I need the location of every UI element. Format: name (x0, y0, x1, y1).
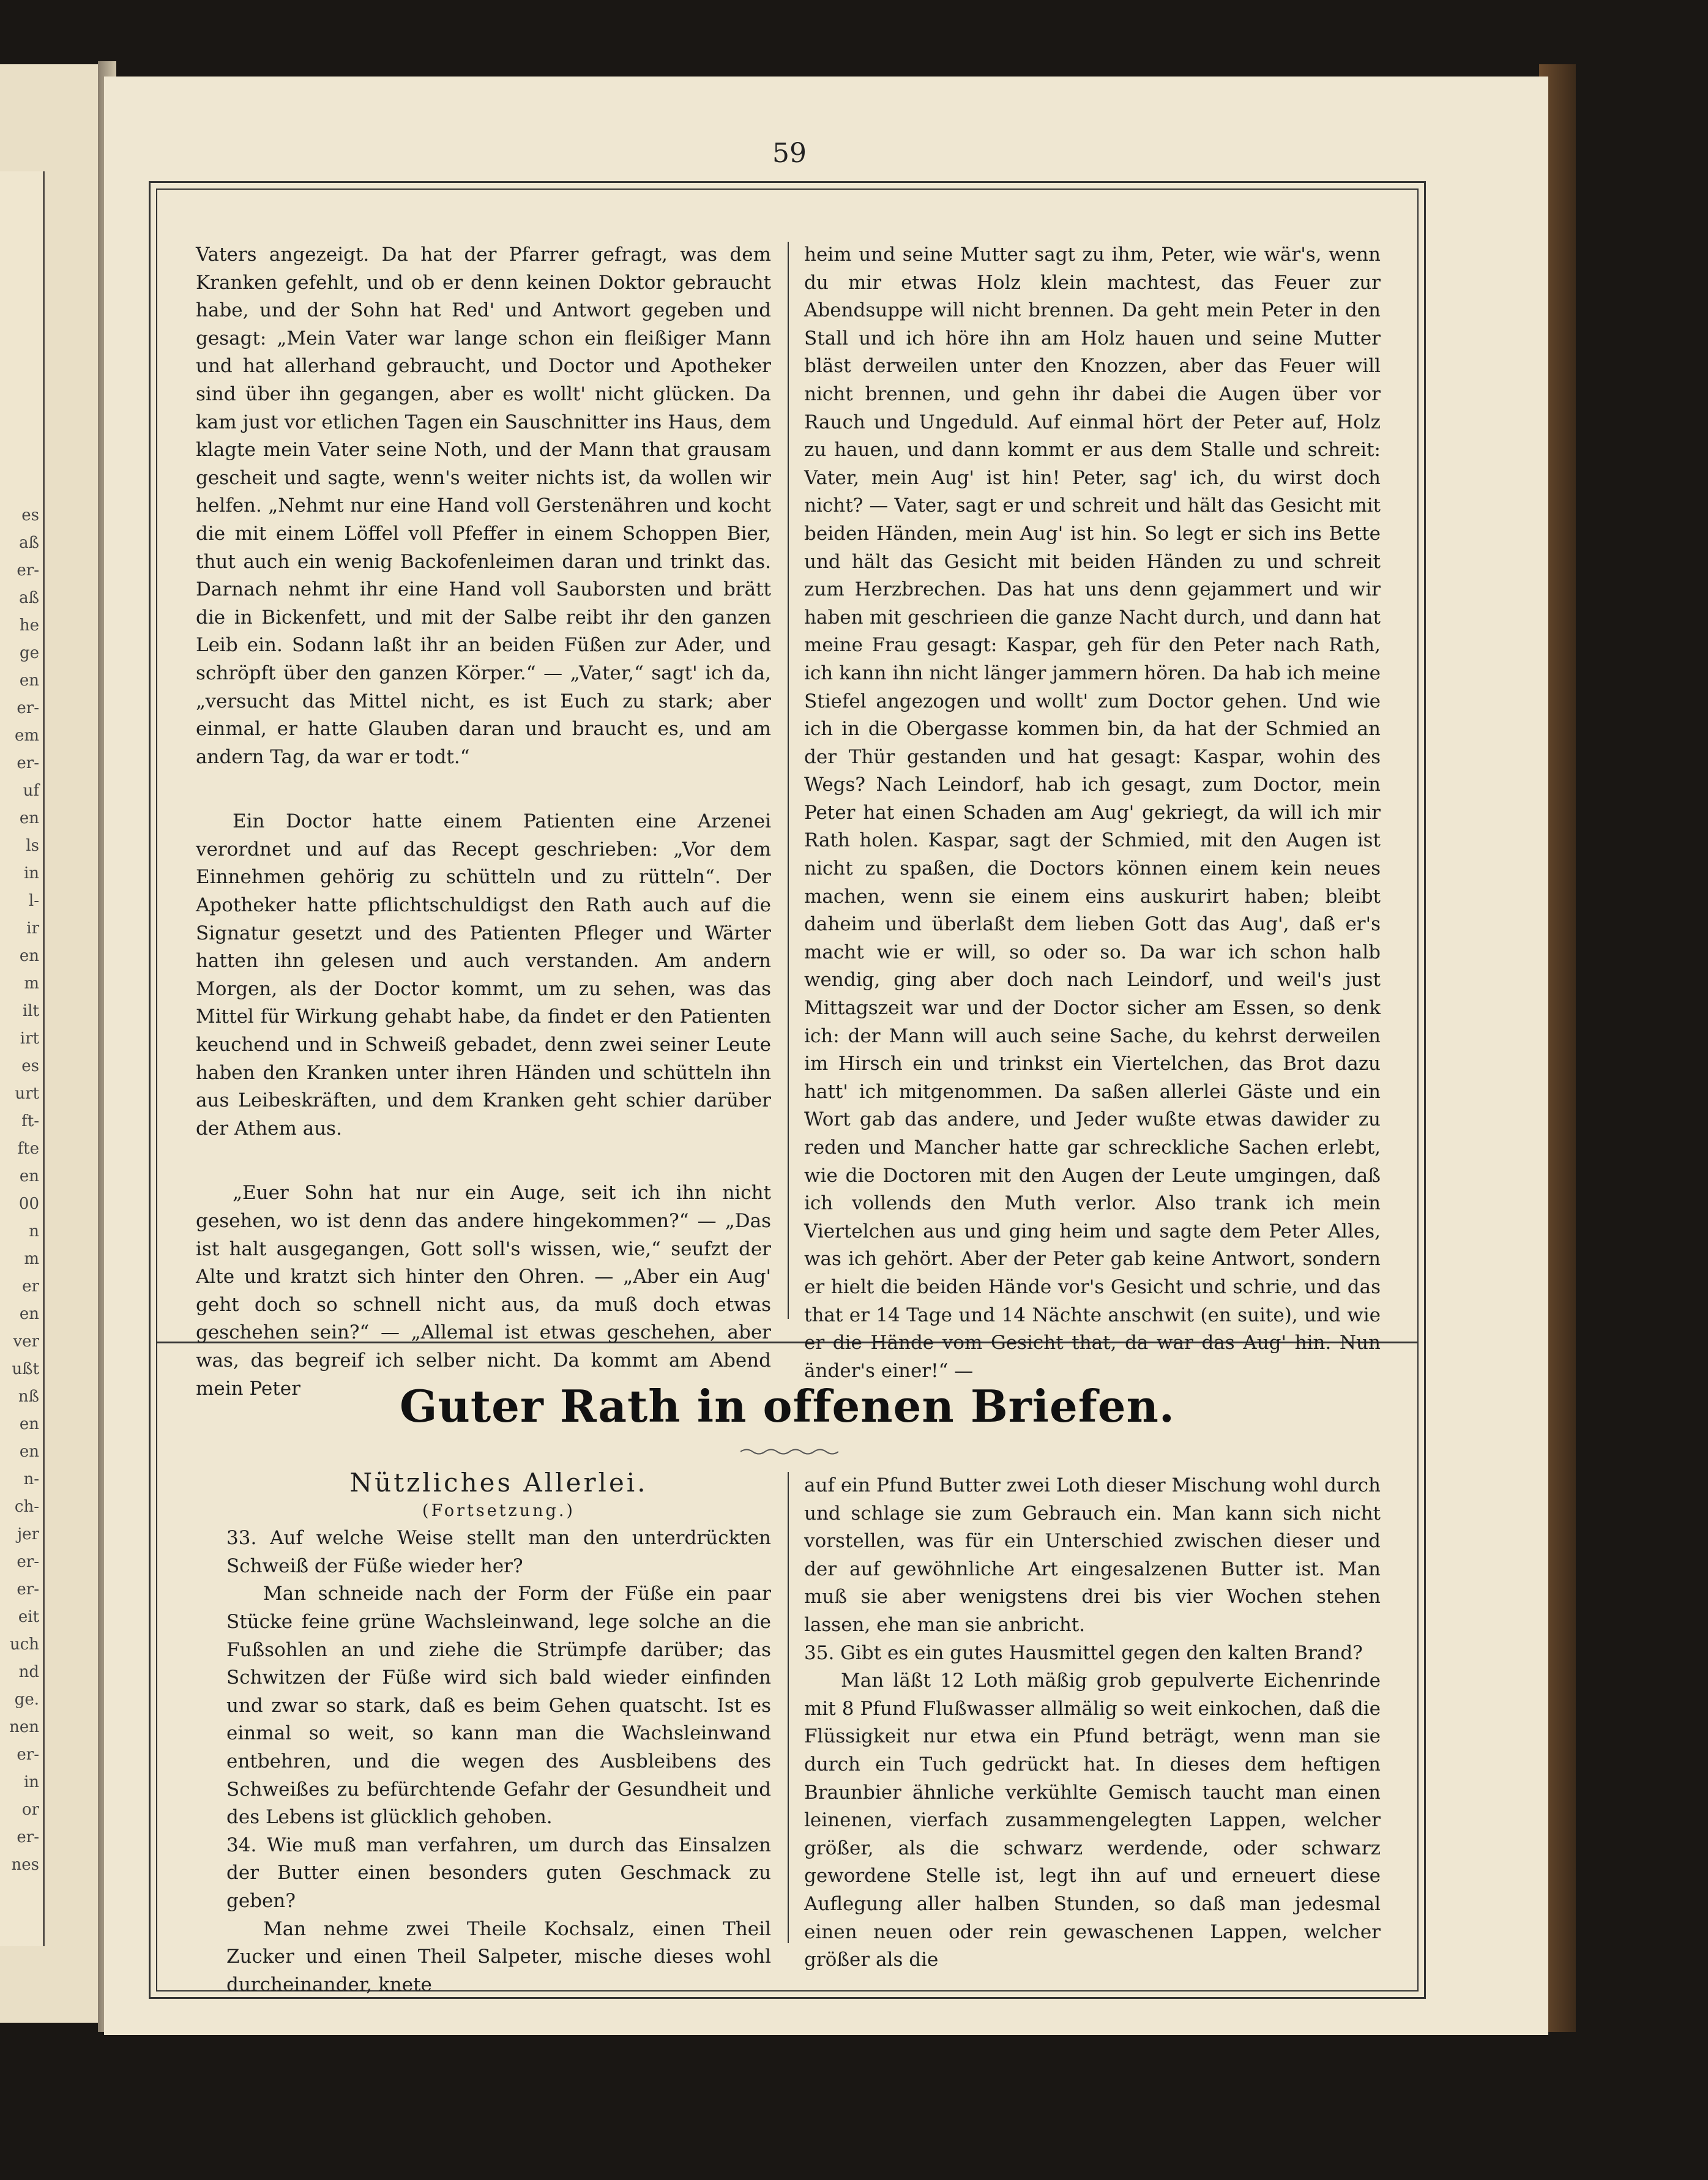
ornament-rule (740, 1447, 838, 1456)
question: 33. Auf welche Weise stellt man den unterdrückten Schweiß der Füße wieder her? (226, 1527, 771, 1577)
margin-fragment: jer (17, 1525, 39, 1544)
margin-fragment: m (24, 1250, 39, 1268)
story-right-column (804, 241, 1381, 1385)
margin-fragment: he (19, 616, 39, 635)
margin-fragment: em (14, 726, 39, 745)
margin-fragment: er- (17, 561, 39, 580)
margin-fragment: er- (17, 1745, 39, 1764)
margin-fragment: er (22, 1277, 39, 1296)
margin-fragment: ilt (22, 1002, 39, 1020)
margin-fragment: en (19, 1415, 39, 1433)
continuation-note: (Fortsetzung.) (422, 1501, 575, 1520)
margin-fragment: aß (19, 589, 39, 607)
section-left-column (226, 1469, 771, 1999)
column-divider-top (788, 242, 789, 1319)
margin-fragment: ls (26, 837, 39, 855)
story-paragraph: heim und seine Mutter sagt zu ihm, Peter, wie wär's, wenn du mir etwas Holz klein machtest, das Feuer zur Abendsuppe will nicht brennen. Da geht mein Peter in den Stall und ich höre ihn am Holz hauen und seine Mutter bläst derweilen unter den Knozzen, aber das Feuer will nicht brennen, und gehn ihr dabei die Augen über vor Rauch und Ungeduld. Auf einmal hört der Peter auf, Holz zu hauen, und dann kommt er aus dem Stalle und schreit: Vater, mein Aug' ist hin! Peter, sag' ich, du wirst doch nicht? — Vater, sagt er und schreit und hält das Gesicht mit beiden Händen, mein Aug' ist hin. So legt er sich ins Bette und hält das Gesicht mit beiden Händen zu und schreit zum Herzbrechen. Das hat uns denn gejammert und wir haben mit geschrieen die ganze Nacht durch, und dann hat meine Frau gesagt: Kaspar, geh für den Peter nach Rath, ich kann ihn nicht länger jammern hören. Da hab ich meine Stiefel angezogen und wollt' zum Doctor gehen. Und wie ich in die Obergasse kommen bin, da hat der Schmied an der Thür gestanden und hat gesagt: Kaspar, wohin des Wegs? Nach Leindorf, hab ich gesagt, zum Doctor, mein Peter hat einen Schaden am Aug' gekriegt, da will ich mir Rath holen. Kaspar, sagt der Schmied, mit den Augen ist nicht zu spaßen, die Doctors können einem kein neues machen, wenn sie einem eins auskurirt haben; bleibt daheim und überlaßt dem lieben Gott das Aug', daß er's macht wie er will, so oder so. Da war ich schon halb wendig, ging aber doch nach Leindorf, und weil's just Mittagszeit war und der Doctor sicher am Essen, so denk ich: der Mann will auch seine Sache, du kehrst derweilen im Hirsch ein und trinkst ein Viertelchen, das Brot dazu hatt' ich mitgenommen. Da saßen allerlei Gäste und ein Wort gab das andere, und Jeder wußte etwas dawider zu reden und Mancher hatte gar schreckliche Sachen erlebt, wie die Doctoren mit den Augen der Leute umgingen, daß ich vollends den Muth verlor. Also trank ich mein Viertelchen aus und ging heim und sagte dem Peter Alles, was ich gehört. Aber der Peter gab keine Antwort, sondern er hielt die beiden Hände vor's Gesicht und schrie, und das that er 14 Tage und 14 Nächte anschwit (en suite), und wie er die Hände vom Gesicht that, da war das Aug' hin. Nun änder's einer!“ — (804, 244, 1381, 1382)
question: 35. Gibt es ein gutes Hausmittel gegen den kalten Brand? (804, 1641, 1363, 1664)
margin-fragment: in (23, 864, 39, 883)
margin-fragment: nd (18, 1663, 39, 1681)
margin-fragment: eit (18, 1608, 39, 1626)
story-paragraph: Vaters angezeigt. Da hat der Pfarrer gefragt, was dem Kranken gefehlt, und ob er denn keinen Doktor gebraucht habe, und der Sohn hat Red' und Antwort gegeben und gesagt: „Mein Vater war lange schon ein fleißiger Mann und hat allerhand gebraucht, und Doctor und Apotheker sind über ihn gegangen, aber es wollt' nicht glücken. Da kam just vor etlichen Tagen ein Sauschnitter ins Haus, dem klagte mein Vater seine Noth, und der Mann that grausam gescheit und sagte, wenn's weiter nichts ist, da wollen wir helfen. „Nehmt nur eine Hand voll Gerstenähren und kocht die mit einem Löffel voll Pfeffer in einem Schoppen Bier, thut auch ein wenig Backofenleimen daran und trinkt das. Darnach nehmt ihr eine Hand voll Sauborsten und brätt die in Bickenfett, und mit der Salbe reibt ihr den ganzen Leib ein. Sodann laßt ihr an beiden Füßen zur Ader, und schröpft über den ganzen Körper.“ — „Vater,“ sagt' ich da, „versucht das Mittel nicht, es ist Euch zu stark; aber einmal, er hatte Glauben daran und braucht es, und am andern Tag, da war er todt.“ (196, 244, 771, 768)
margin-fragment: ir (26, 919, 39, 938)
margin-fragment: er- (17, 754, 39, 772)
margin-fragment: fte (17, 1140, 39, 1158)
margin-fragment: n (29, 1222, 39, 1241)
margin-fragment: en (19, 671, 39, 690)
margin-fragment: n- (23, 1470, 39, 1488)
margin-fragment: 00 (18, 1195, 39, 1213)
margin-fragment: ußt (12, 1360, 39, 1378)
margin-fragment: irt (20, 1029, 39, 1048)
margin-fragment: er- (17, 1580, 39, 1599)
margin-fragment: es (21, 1057, 39, 1075)
margin-fragment: nes (11, 1856, 39, 1874)
margin-fragment: aß (19, 534, 39, 552)
answer-paragraph: Man läßt 12 Loth mäßig grob gepulverte Eichenrinde mit 8 Pfund Flußwasser allmälig so weit einkochen, daß die Flüssigkeit nur etwa ein Pfund beträgt, wenn man sie durch ein Tuch gedrückt hat. In dieses dem heftigen Braunbier ähnliche verkühlte Gemisch taucht man einen leinenen, vierfach zusammengelegten Lappen, welcher größer, als die schwarz werdende, oder schwarz gewordene Stelle ist, legt ihn auf und erneuert diese Auflegung aller halben Stunden, so daß man jedesmal einen neuen oder rein gewaschenen Lappen, welcher größer als die (804, 1670, 1381, 1971)
margin-fragment: er- (17, 1828, 39, 1846)
page-number: 59 (772, 138, 807, 169)
margin-fragment: ver (13, 1332, 39, 1351)
section-subtitle: Nützliches Allerlei. (349, 1468, 648, 1498)
margin-fragment: nen (9, 1718, 39, 1736)
margin-fragment: en (19, 1443, 39, 1461)
margin-fragment: m (24, 974, 39, 993)
margin-fragment: uch (9, 1635, 39, 1654)
question: 34. Wie muß man verfahren, um durch das Einsalzen der Butter einen besonders guten Geschmack zu geben? (226, 1834, 771, 1912)
margin-fragment: es (21, 506, 39, 524)
margin-fragment: ft- (21, 1112, 39, 1130)
margin-fragment: ge (19, 644, 39, 662)
margin-fragment: er- (17, 1553, 39, 1571)
margin-fragment: urt (15, 1084, 39, 1103)
margin-fragment: uf (23, 782, 39, 800)
answer-paragraph: auf ein Pfund Butter zwei Loth dieser Mischung wohl durch und schlage sie zum Gebrauch ein. Man kann sich nicht vorstellen, was für ein Unterschied zwischen dieser und der auf gewöhnliche Art eingesalzenen Butter ist. Man muß sie aber wenigstens drei bis vier Wochen stehen lassen, ehe man sie anbricht. (804, 1474, 1381, 1636)
facing-page-text-edge (0, 171, 45, 1946)
margin-fragment: en (19, 1305, 39, 1323)
section-right-column (804, 1472, 1381, 1974)
story-paragraph: Ein Doctor hatte einem Patienten eine Arzenei verordnet und auf das Recept geschrieben: „Vor dem Einnehmen gehörig zu schütteln und zu rütteln“. Der Apotheker hatte pflichtschuldigst den Rath auch auf die Signatur gesetzt und des Patienten Pfleger und Wärter hatten ihn gelesen und auch verstanden. Am andern Morgen, als der Doctor kommt, um zu sehen, was das Mittel für Wirkung gehabt habe, da findet er den Patienten keuchend und in Schweiß gebadet, denn zwei seiner Leute haben den Kranken unter ihren Händen und schütteln ihn aus Leibeskräften, und dem Kranken geht schier darüber der Athem aus. (196, 810, 771, 1140)
facing-page-fragments (0, 502, 43, 1879)
margin-fragment: er- (17, 699, 39, 717)
story-left-column (196, 241, 771, 1403)
margin-fragment: ch- (14, 1498, 39, 1516)
margin-fragment: in (23, 1773, 39, 1791)
story-paragraph: „Euer Sohn hat nur ein Auge, seit ich ihn nicht gesehen, wo ist denn das andere hingekommen?“ — „Das ist halt ausgegangen, Gott soll's wissen, wie,“ seufzt der Alte und kratzt sich hinter den Ohren. — „Aber ein Aug' geht doch so schnell nicht aus, da muß doch etwas geschehen sein?“ — „Allemal ist etwas geschehen, aber was, das begreif ich selber nicht. Da kommt am Abend mein Peter (196, 1182, 771, 1400)
margin-fragment: l- (28, 892, 39, 910)
column-divider-bottom (788, 1472, 789, 1943)
margin-fragment: en (19, 1167, 39, 1185)
margin-fragment: or (21, 1801, 39, 1819)
margin-fragment: en (19, 809, 39, 827)
margin-fragment: en (19, 947, 39, 965)
section-title: Guter Rath in offenen Briefen. (400, 1380, 1175, 1432)
answer-paragraph: Man nehme zwei Theile Kochsalz, einen Theil Zucker und einen Theil Salpeter, mische dieses wohl durcheinander, knete (226, 1917, 771, 1996)
answer-paragraph: Man schneide nach der Form der Füße ein paar Stücke feine grüne Wachsleinwand, lege solche an die Fußsohlen an und ziehe die Strümpfe darüber; das Schwitzen der Füße wird sich bald wieder einfinden und zwar so stark, daß es beim Gehen quatscht. Ist es einmal so weit, so kann man die Wachsleinwand entbehren, und die wegen des Ausbleibens des Schweißes zu befürchtende Gefahr der Gesundheit und des Lebens ist glücklich gehoben. (226, 1583, 771, 1829)
margin-fragment: nß (18, 1387, 39, 1406)
margin-fragment: ge. (14, 1690, 39, 1709)
